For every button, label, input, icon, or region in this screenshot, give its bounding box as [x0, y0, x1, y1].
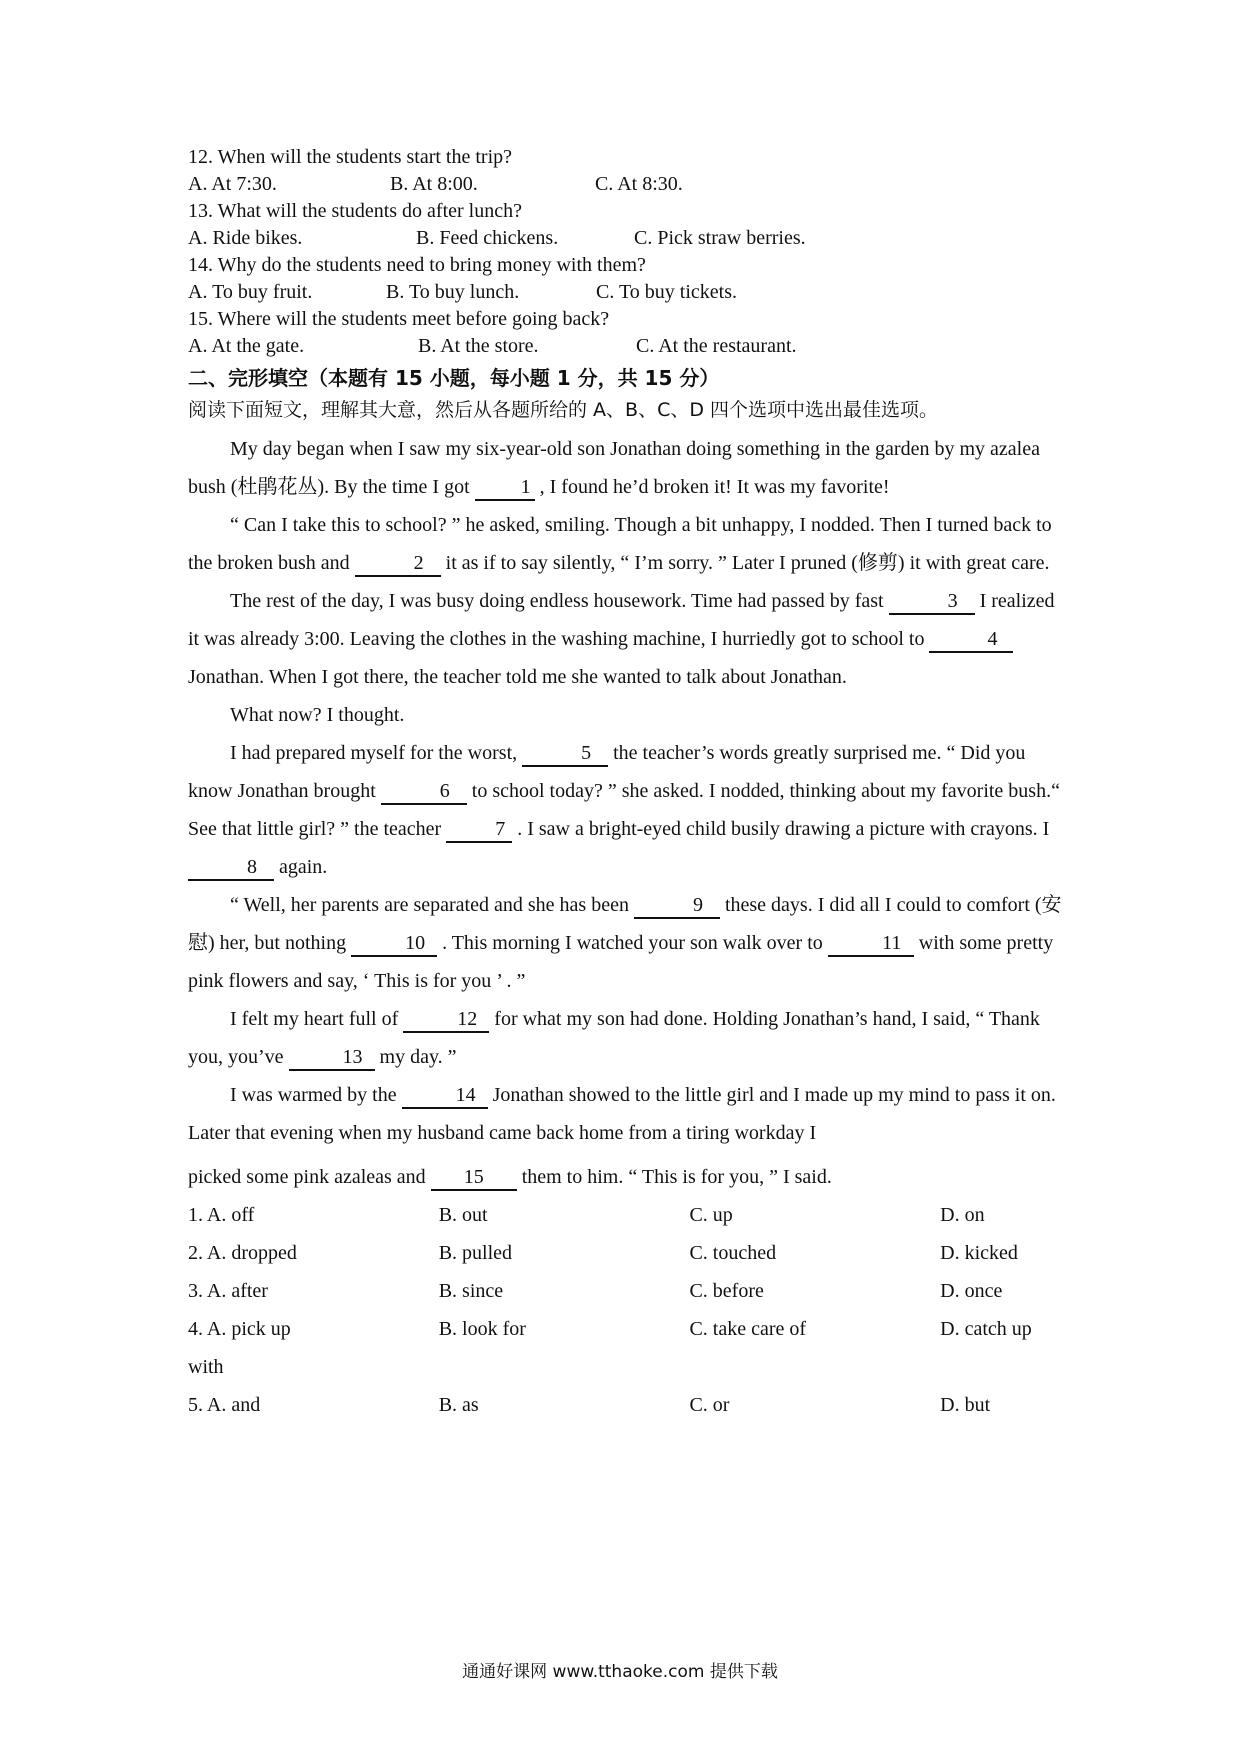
option-c: C. At 8:30. — [595, 173, 683, 195]
paragraph-6: “ Well, her parents are separated and she has been 9 these days. I did all I could to comfort (安慰) her, but nothing 10 . This morning I watched your son walk over to 11 with some pretty pink flowers and say, ‘ This is for you ’ . ” — [188, 894, 1062, 992]
blank-14: 14 — [402, 1083, 488, 1109]
blank-7: 7 — [446, 817, 512, 843]
paragraph-8: I was warmed by the 14 Jonathan showed to the little girl and I made up my mind to pass it on. Later that evening when my husband came back home from a tiring workday I — [188, 1084, 1056, 1144]
answer-row-4-wrap: with — [188, 1356, 224, 1378]
option-a: A. At 7:30. — [188, 173, 277, 195]
paragraph-7: I felt my heart full of 12 for what my son had done. Holding Jonathan’s hand, I said, “ Thank you, you’ve 13 my day. ” — [188, 1000, 1068, 1076]
blank-2: 2 — [355, 551, 441, 577]
question-15: 15. Where will the students meet before going back? — [188, 308, 610, 330]
paragraph-3: The rest of the day, I was busy doing endless housework. Time had passed by fast 3 I realized it was already 3:00. Leaving the clothes in the washing machine, I hurriedly got to school to 4 Jonathan. When I got there, the teacher told me she wanted to talk about Jonathan. — [188, 590, 1055, 688]
option-b: B. At 8:00. — [390, 173, 478, 195]
question-13-options — [188, 225, 1068, 252]
option-c: C. To buy tickets. — [596, 281, 738, 303]
page-footer: 通通好课网 www.tthaoke.com 提供下载 — [462, 1662, 778, 1682]
option-b: B. Feed chickens. — [416, 227, 559, 249]
section-instruction: 阅读下面短文，理解其大意，然后从各题所给的 A、B、C、D 四个选项中选出最佳选项。 — [188, 399, 939, 421]
blank-4: 4 — [929, 627, 1013, 653]
option-b: B. To buy lunch. — [386, 281, 520, 303]
question-14: 14. Why do the students need to bring money with them? — [188, 254, 646, 276]
paragraph-5: I had prepared myself for the worst, 5 the teacher’s words greatly surprised me. “ Did you know Jonathan brought 6 to school today? ” she asked. I nodded, thinking about my favorite bush.“ See that little girl? ” the teacher 7 . I saw a bright-eyed child busily drawing a picture with crayons. I 8 again. — [188, 734, 1068, 886]
option-c: C. At the restaurant. — [636, 335, 797, 357]
paragraph-4: What now? I thought. — [230, 704, 405, 726]
exam-page — [188, 144, 1068, 1424]
option-c: C. Pick straw berries. — [634, 227, 806, 249]
blank-6: 6 — [381, 779, 467, 805]
blank-15: 15 — [431, 1165, 517, 1191]
section-heading: 二、完形填空（本题有 15 小题，每小题 1 分，共 15 分） — [188, 366, 720, 390]
option-a: A. To buy fruit. — [188, 281, 313, 303]
answer-options — [188, 1196, 1068, 1424]
option-a: A. Ride bikes. — [188, 227, 303, 249]
blank-9: 9 — [634, 893, 720, 919]
option-a: A. At the gate. — [188, 335, 305, 357]
cloze-passage — [188, 430, 1068, 1196]
question-14-options — [188, 279, 1068, 306]
paragraph-2: “ Can I take this to school? ” he asked, smiling. Though a bit unhappy, I nodded. Then I turned back to the broken bush and 2 it as if to say silently, “ I’m sorry. ” Later I pruned (修剪) it with great care. — [188, 506, 1068, 582]
listening-questions — [188, 144, 1068, 360]
question-15-options — [188, 333, 1068, 360]
blank-8: 8 — [188, 855, 274, 881]
paragraph-9: picked some pink azaleas and 15 them to him. “ This is for you, ” I said. — [188, 1158, 1068, 1196]
question-12-options — [188, 171, 1068, 198]
blank-12: 12 — [403, 1007, 489, 1033]
paragraph-1: My day began when I saw my six-year-old son Jonathan doing something in the garden by my azalea bush (杜鹃花丛). By the time I got 1 , I found he’d broken it! It was my favorite! — [188, 430, 1068, 506]
blank-10: 10 — [351, 931, 437, 957]
answer-row-3: 3. A. after B. since C. before D. once — [188, 1280, 1003, 1302]
blank-3: 3 — [889, 589, 975, 615]
answer-row-4: 4. A. pick up B. look for C. take care of D. catch up — [188, 1318, 1032, 1340]
blank-11: 11 — [828, 931, 914, 957]
question-13: 13. What will the students do after lunch? — [188, 200, 522, 222]
answer-row-5: 5. A. and B. as C. or D. but — [188, 1394, 991, 1416]
blank-5: 5 — [522, 741, 608, 767]
blank-1: 1 — [475, 475, 535, 501]
blank-13: 13 — [289, 1045, 375, 1071]
question-12: 12. When will the students start the trip? — [188, 146, 513, 168]
answer-row-2: 2. A. dropped B. pulled C. touched D. kicked — [188, 1242, 1018, 1264]
answer-row-1: 1. A. off B. out C. up D. on — [188, 1204, 985, 1226]
option-b: B. At the store. — [418, 335, 539, 357]
